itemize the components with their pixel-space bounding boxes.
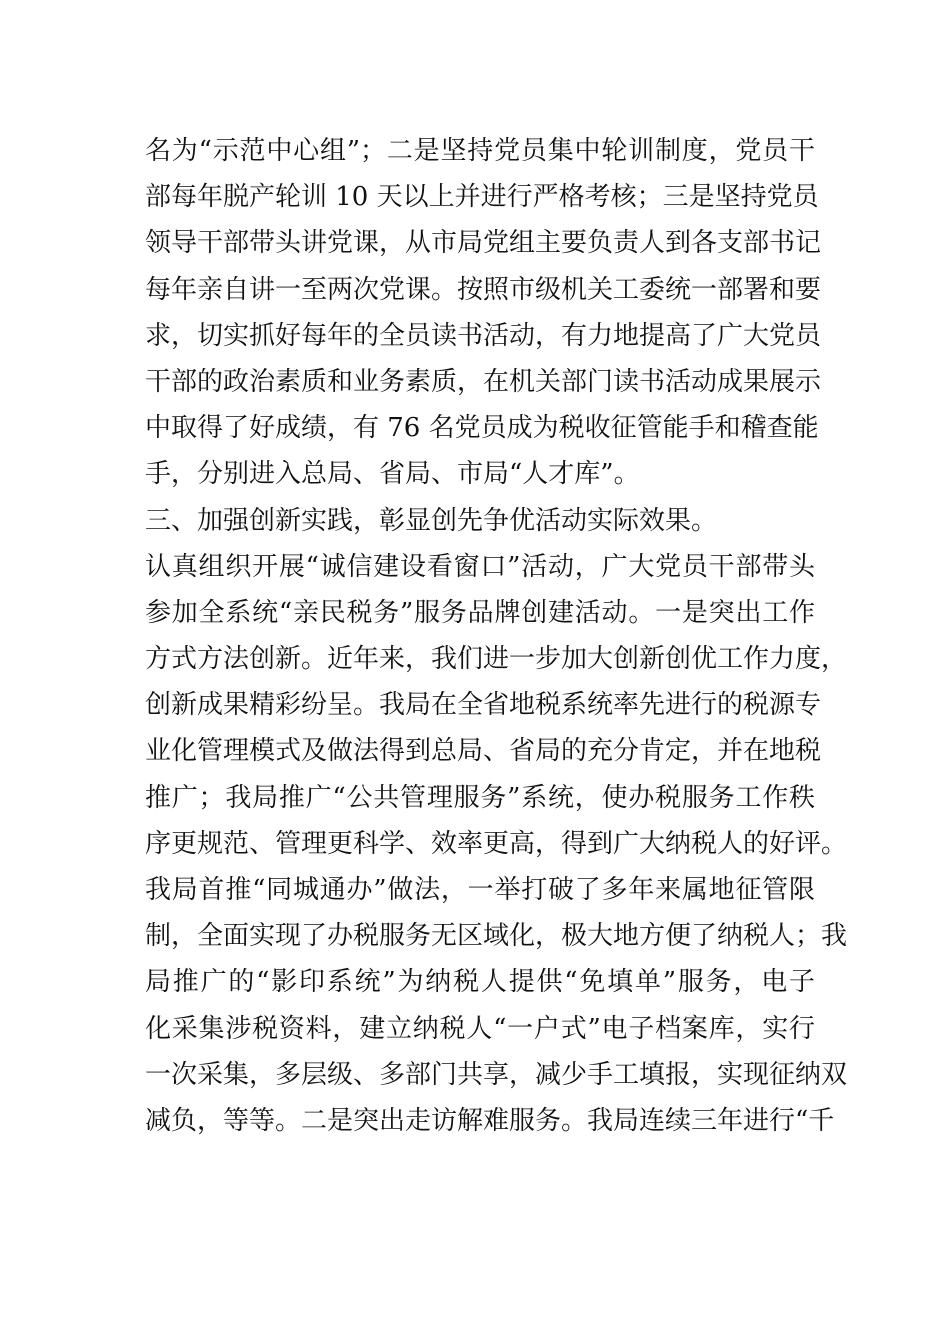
text-line: 化采集涉税资料，建立纳税人“一户式”电子档案库，实行 [145,1013,815,1044]
text-line: 制，全面实现了办税服务无区域化，极大地方便了纳税人；我 [145,921,848,952]
text-line: 推广；我局推广“公共管理服务”系统，使办税服务工作秩 [145,782,815,813]
text-line: 方式方法创新。近年来，我们进一步加大创新创优工作力度， [145,644,848,675]
text-line: 中取得了好成绩，有 76 名党员成为税收征管能手和稽查能 [145,413,819,444]
text-line: 创新成果精彩纷呈。我局在全省地税系统率先进行的税源专 [145,690,822,721]
text-line: 一次采集，多层级、多部门共享，减少手工填报，实现征纳双 [145,1059,848,1090]
body-text [145,128,848,1144]
text-line: 业化管理模式及做法得到总局、省局的充分肯定，并在地税 [145,736,822,767]
text-line: 减负，等等。二是突出走访解难服务。我局连续三年进行“千 [145,1105,835,1136]
text-line: 手，分别进入总局、省局、市局“人才库”。 [145,459,640,490]
text-line: 序更规范、管理更科学、效率更高，得到广大纳税人的好评。 [145,828,848,859]
text-line: 名为“示范中心组”；二是坚持党员集中轮训制度，党员干 [145,136,815,166]
text-line: 求，切实抓好每年的全员读书活动，有力地提高了广大党员 [145,320,822,351]
text-line: 参加全系统“亲民税务”服务品牌创建活动。一是突出工作 [145,597,815,628]
text-line: 干部的政治素质和业务素质，在机关部门读书活动成果展示 [145,366,822,397]
text-line: 认真组织开展“诚信建设看窗口”活动，广大党员干部带头 [145,551,815,582]
text-line: 我局首推“同城通办”做法，一举打破了多年来属地征管限 [145,875,815,905]
section-heading: 三、加强创新实践，彰显创先争优活动实际效果。 [145,505,718,536]
text-line: 部每年脱产轮训 10 天以上并进行严格考核；三是坚持党员 [145,182,819,213]
text-line: 局推广的“影印系统”为纳税人提供“免填单”服务，电子 [145,967,815,998]
text-line: 领导干部带头讲党课，从市局党组主要负责人到各支部书记 [145,228,822,259]
text-line: 每年亲自讲一至两次党课。按照市级机关工委统一部署和要 [145,274,822,305]
